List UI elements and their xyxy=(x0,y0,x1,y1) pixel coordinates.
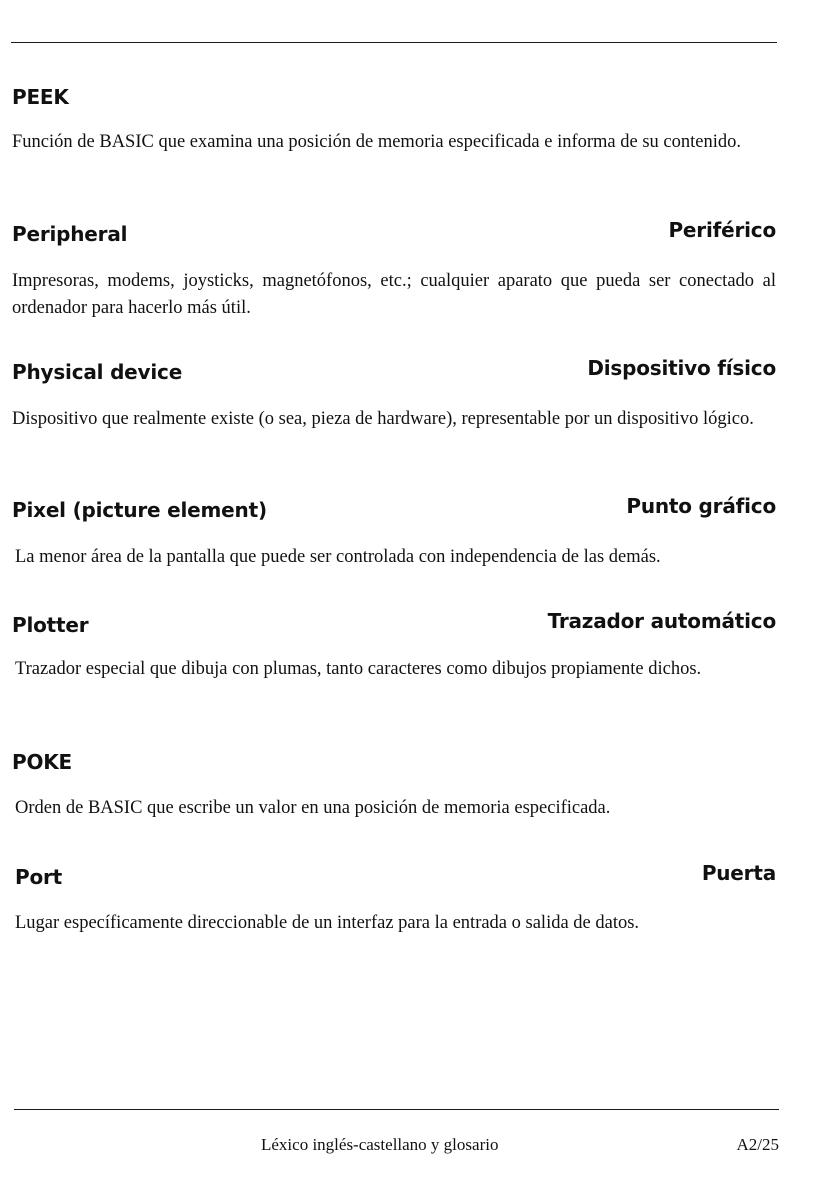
entry-heading xyxy=(12,220,776,250)
entry-definition: La menor área de la pantalla que puede ser controlada con independencia de las demás. xyxy=(15,547,661,567)
footer-title: Léxico inglés-castellano y glosario xyxy=(261,1135,499,1154)
entry-heading xyxy=(12,611,776,641)
entry-heading xyxy=(12,83,776,113)
entry-term: Pixel (picture element) xyxy=(12,498,267,522)
entry-definition: Orden de BASIC que escribe un valor en una posición de memoria especificada. xyxy=(15,798,611,818)
entry-translation: Punto gráfico xyxy=(626,494,776,518)
entry-term: Plotter xyxy=(12,613,89,637)
entry-term: Peripheral xyxy=(12,222,128,246)
glossary-entry-port xyxy=(12,861,776,933)
entry-heading xyxy=(12,748,776,778)
entry-definition: Trazador especial que dibuja con plumas, tanto caracteres como dibujos propiamente dichos. xyxy=(15,659,702,679)
page-number: A2/25 xyxy=(736,1135,779,1154)
entry-translation: Trazador automático xyxy=(547,609,776,633)
glossary-entry-peripheral xyxy=(12,218,776,318)
entry-translation: Periférico xyxy=(668,218,776,242)
entry-heading xyxy=(12,863,776,893)
entry-definition: Impresoras, modems, joysticks, magnetófonos, etc.; cualquier aparato que pueda ser conectado al ordenador para hacerlo más útil. xyxy=(12,271,776,318)
glossary-entry-peek xyxy=(12,83,776,152)
glossary-entry-poke xyxy=(12,748,776,818)
entry-definition: Lugar específicamente direccionable de un interfaz para la entrada o salida de datos. xyxy=(15,913,640,933)
entry-term: POKE xyxy=(12,750,73,774)
entry-definition: Función de BASIC que examina una posición de memoria especificada e informa de su contenido. xyxy=(12,132,741,152)
entry-definition: Dispositivo que realmente existe (o sea, pieza de hardware), representable por un dispositivo lógico. xyxy=(12,409,754,429)
glossary-entry-pixel xyxy=(12,494,776,567)
entry-term: Physical device xyxy=(12,360,183,384)
entry-translation: Puerta xyxy=(701,861,776,885)
top-rule xyxy=(11,42,777,43)
entry-term: PEEK xyxy=(12,85,69,109)
bottom-rule xyxy=(14,1109,779,1110)
entry-term: Port xyxy=(15,865,63,889)
glossary-entry-physical-device xyxy=(12,356,776,429)
entry-translation: Dispositivo físico xyxy=(587,356,776,380)
entry-heading xyxy=(12,496,776,526)
entry-heading xyxy=(12,358,776,388)
glossary-entry-plotter xyxy=(12,609,776,679)
